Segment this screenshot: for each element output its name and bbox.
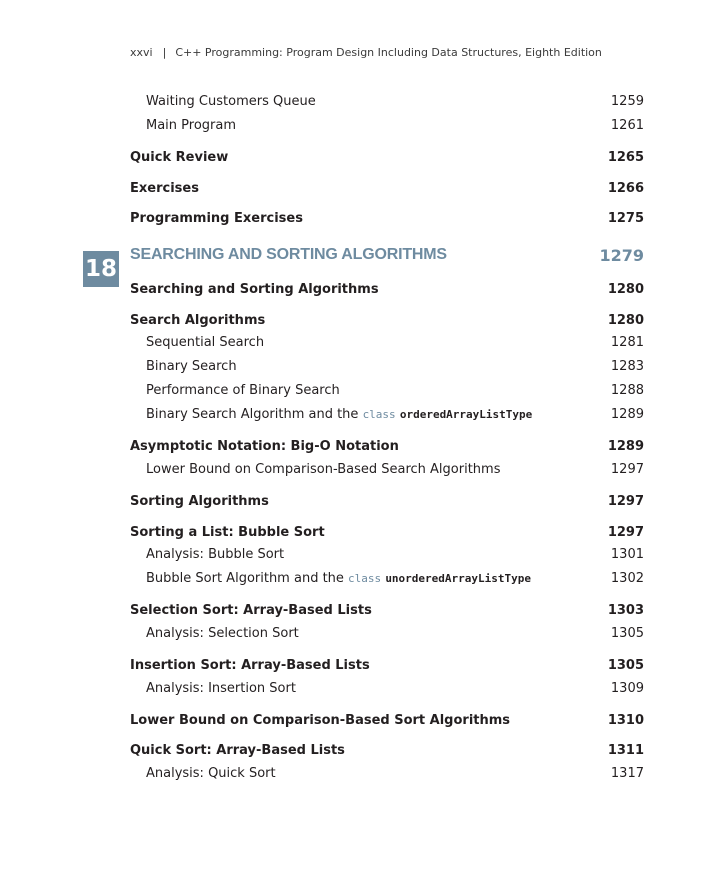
toc-entry-page: 1301	[610, 547, 644, 562]
chapter-heading	[130, 246, 644, 268]
toc-section	[130, 150, 644, 168]
toc-section-page: 1265	[607, 150, 644, 165]
toc-section-title: Insertion Sort: Array-Based Lists	[130, 658, 370, 673]
toc-entry	[130, 547, 644, 565]
toc-entry-title: Performance of Binary Search	[146, 383, 340, 398]
toc-entry-page: 1289	[610, 407, 644, 422]
toc-entry	[130, 766, 644, 784]
toc-entry	[130, 571, 644, 589]
toc-entry-page: 1259	[610, 94, 644, 109]
toc-section-page: 1289	[607, 439, 644, 454]
toc-entry-page: 1261	[610, 118, 644, 133]
toc-entry	[130, 359, 644, 377]
toc-section-title: Search Algorithms	[130, 313, 266, 328]
toc-section-title: Sorting a List: Bubble Sort	[130, 525, 325, 540]
toc-section	[130, 743, 644, 761]
toc-section-title: Programming Exercises	[130, 211, 303, 226]
toc-entry	[130, 118, 644, 136]
toc-section-page: 1310	[607, 713, 644, 728]
header-page-number: xxvi	[130, 46, 153, 59]
toc-section-title: Exercises	[130, 181, 199, 196]
toc-entry	[130, 462, 644, 480]
header-separator: |	[162, 46, 167, 59]
code-keyword: class	[362, 408, 396, 421]
chapter-number-badge: 18	[83, 251, 119, 287]
chapter-title: SEARCHING AND SORTING ALGORITHMS	[130, 246, 447, 263]
running-header	[130, 46, 602, 59]
toc-section	[130, 181, 644, 199]
toc-section-page: 1305	[607, 658, 644, 673]
header-book-title: C++ Programming: Program Design Including Data Structures, Eighth Edition	[175, 46, 602, 59]
toc-entry-page: 1302	[610, 571, 644, 586]
toc-section-page: 1297	[607, 525, 644, 540]
toc-entry	[130, 626, 644, 644]
toc-entry	[130, 94, 644, 112]
toc-entry-title: Binary Search	[146, 359, 237, 374]
toc-entry-page: 1297	[610, 462, 644, 477]
toc-entry	[130, 681, 644, 699]
toc-section	[130, 282, 644, 300]
code-class-name: unorderedArrayListType	[385, 572, 532, 585]
toc-entry-title: Analysis: Quick Sort	[146, 766, 276, 781]
toc-entry-title: Main Program	[146, 118, 237, 133]
toc-section-page: 1266	[607, 181, 644, 196]
toc-entry-title: Analysis: Bubble Sort	[146, 547, 285, 562]
chapter-page: 1279	[599, 246, 644, 265]
toc-section-page: 1280	[607, 313, 644, 328]
toc-section	[130, 525, 644, 543]
code-class-name: orderedArrayListType	[399, 408, 533, 421]
toc-section-title: Sorting Algorithms	[130, 494, 269, 509]
toc-section-title: Asymptotic Notation: Big-O Notation	[130, 439, 399, 454]
toc-entry-title: Lower Bound on Comparison-Based Search Algorithms	[146, 462, 501, 477]
toc-section-title: Quick Review	[130, 150, 229, 165]
toc-entry-page: 1317	[610, 766, 644, 781]
toc-section-title: Searching and Sorting Algorithms	[130, 282, 379, 297]
toc-entry-page: 1305	[610, 626, 644, 641]
toc-section	[130, 313, 644, 331]
toc-entry	[130, 383, 644, 401]
toc-entry-title: Analysis: Insertion Sort	[146, 681, 296, 696]
toc-entry-title: Waiting Customers Queue	[146, 94, 316, 109]
toc-section-page: 1303	[607, 603, 644, 618]
toc-entry-page: 1309	[610, 681, 644, 696]
toc-section-page: 1280	[607, 282, 644, 297]
code-keyword: class	[348, 572, 382, 585]
toc-entry-page: 1281	[610, 335, 644, 350]
toc-entry-title: Analysis: Selection Sort	[146, 626, 299, 641]
toc-section	[130, 439, 644, 457]
toc-entry-title-text: Binary Search Algorithm and the	[146, 407, 363, 422]
toc-section	[130, 713, 644, 731]
toc-entry-page: 1283	[610, 359, 644, 374]
toc-section-page: 1297	[607, 494, 644, 509]
toc-entry-title: Sequential Search	[146, 335, 265, 350]
toc-section-title: Selection Sort: Array-Based Lists	[130, 603, 372, 618]
toc-section-title: Quick Sort: Array-Based Lists	[130, 743, 345, 758]
toc-entry-title	[146, 571, 531, 586]
toc-entry-title-text: Bubble Sort Algorithm and the	[146, 571, 349, 586]
toc-section-page: 1275	[607, 211, 644, 226]
toc-entry-page: 1288	[610, 383, 644, 398]
toc-entry-title	[146, 407, 532, 422]
toc-section	[130, 494, 644, 512]
toc-section-title: Lower Bound on Comparison-Based Sort Algorithms	[130, 713, 511, 728]
toc-entry	[130, 335, 644, 353]
toc-section	[130, 603, 644, 621]
toc-section-page: 1311	[607, 743, 644, 758]
toc-entry	[130, 407, 644, 425]
toc-section	[130, 211, 644, 229]
toc-section	[130, 658, 644, 676]
